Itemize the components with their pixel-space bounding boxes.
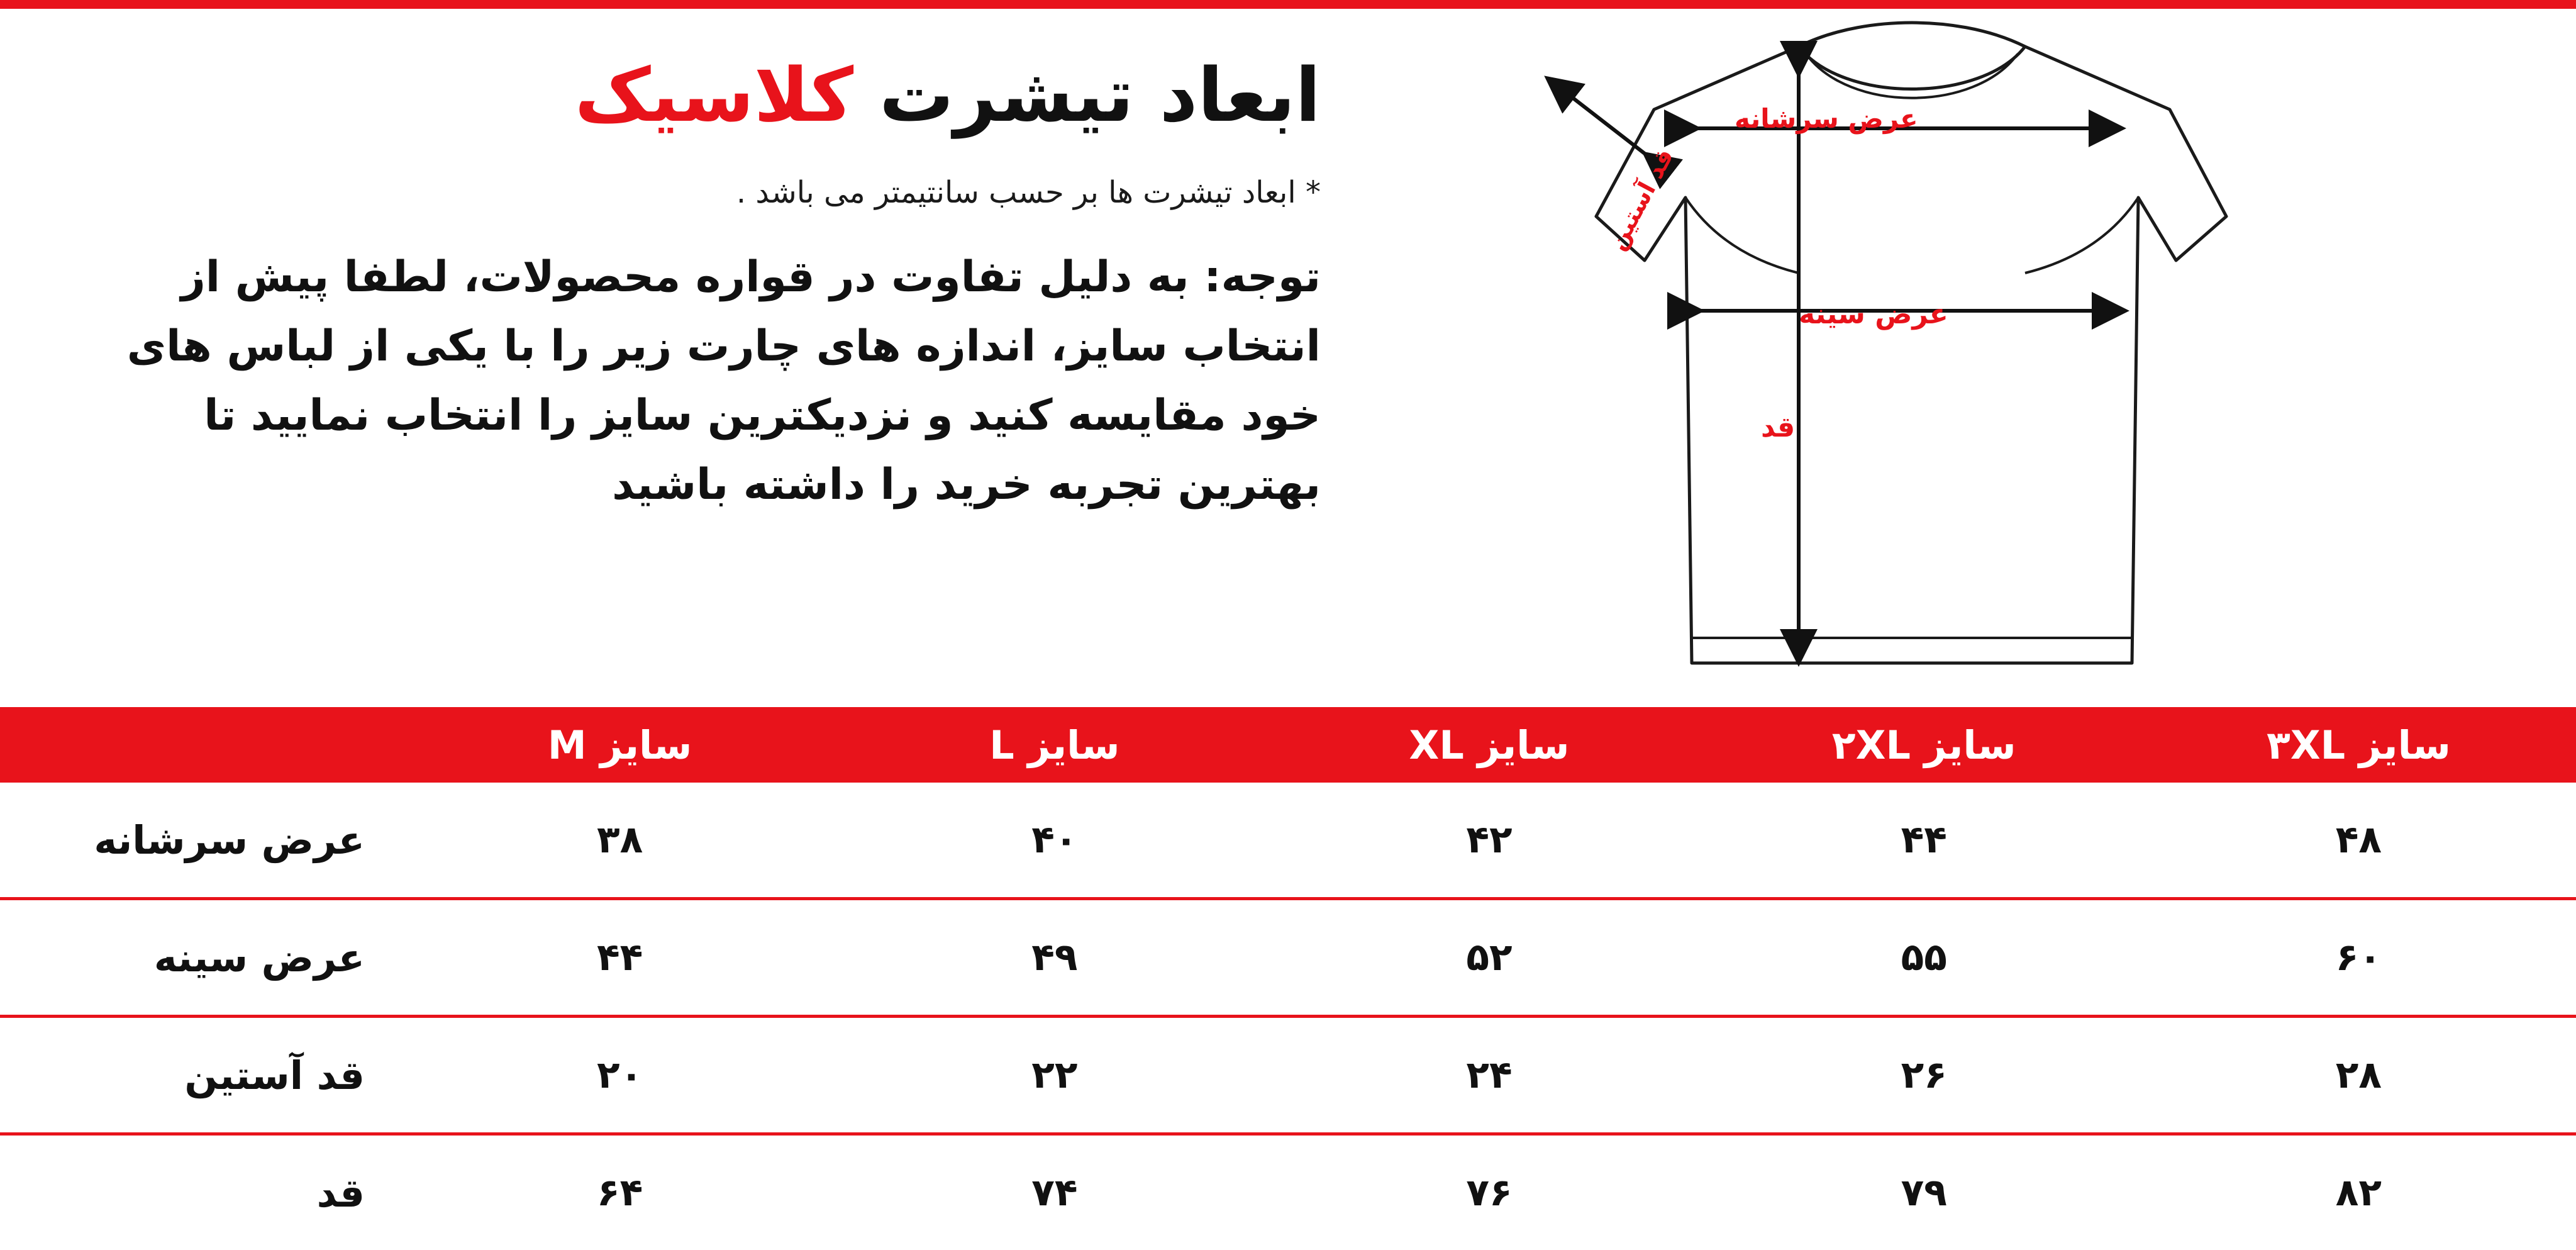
col-l: سایز L <box>837 707 1272 783</box>
cell-sleeve-m: ۲۰ <box>402 1017 837 1134</box>
page-title <box>38 53 1321 138</box>
cell-length-3xl: ۸۲ <box>2141 1134 2576 1250</box>
units-note: * ابعاد تیشرت ها بر حسب سانتیمتر می باشد . <box>38 175 1321 210</box>
cell-sleeve-3xl: ۲۸ <box>2141 1017 2576 1134</box>
rowhead-sleeve: قد آستین <box>0 1017 402 1134</box>
sizing-warning: توجه: به دلیل تفاوت در قواره محصولات، لطفا پیش از انتخاب سایز، اندازه های چارت زیر را با یکی از لباس های خود مقایسه کنید و نزدیکترین سایز را انتخاب نمایید تا بهترین تجربه خرید را داشته باشید <box>38 243 1321 520</box>
cell-shoulder-l: ۴۰ <box>837 783 1272 899</box>
size-table-body <box>0 783 2576 1250</box>
cell-sleeve-xl: ۲۴ <box>1272 1017 1706 1134</box>
cell-chest-m: ۴۴ <box>402 899 837 1017</box>
cell-chest-xl: ۵۲ <box>1272 899 1706 1017</box>
sleeve-label: قد آستین <box>1602 144 1679 255</box>
table-header-row <box>0 707 2576 783</box>
col-3xl: سایز ۳XL <box>2141 707 2576 783</box>
table-row <box>0 899 2576 1017</box>
cell-shoulder-3xl: ۴۸ <box>2141 783 2576 899</box>
rowhead-length: قد <box>0 1134 402 1250</box>
header-text-block <box>0 9 1358 520</box>
shoulder-label: عرض سرشانه <box>1735 103 1918 134</box>
tshirt-illustration <box>1358 9 2576 707</box>
cell-shoulder-m: ۳۸ <box>402 783 837 899</box>
table-row <box>0 783 2576 899</box>
size-table <box>0 707 2576 1250</box>
cell-chest-2xl: ۵۵ <box>1707 899 2141 1017</box>
cell-chest-l: ۴۹ <box>837 899 1272 1017</box>
page-title-main: ابعاد تیشرت <box>853 52 1321 138</box>
size-table-wrap <box>0 707 2576 1250</box>
cell-length-m: ۶۴ <box>402 1134 837 1250</box>
cell-sleeve-2xl: ۲۶ <box>1707 1017 2141 1134</box>
col-xl: سایز XL <box>1272 707 1706 783</box>
col-m: سایز M <box>402 707 837 783</box>
cell-length-l: ۷۴ <box>837 1134 1272 1250</box>
col-rowhead <box>0 707 402 783</box>
rowhead-chest: عرض سینه <box>0 899 402 1017</box>
table-row <box>0 1017 2576 1134</box>
cell-chest-3xl: ۶۰ <box>2141 899 2576 1017</box>
cell-length-2xl: ۷۹ <box>1707 1134 2141 1250</box>
col-2xl: سایز ۲XL <box>1707 707 2141 783</box>
sleeve-arrow <box>1547 78 1645 153</box>
table-row <box>0 1134 2576 1250</box>
cell-shoulder-xl: ۴۲ <box>1272 783 1706 899</box>
rowhead-shoulder: عرض سرشانه <box>0 783 402 899</box>
tshirt-diagram <box>1358 9 2576 707</box>
cell-length-xl: ۷۶ <box>1272 1134 1706 1250</box>
length-label: قد <box>1761 411 1795 444</box>
page-title-accent: کلاسیک <box>575 52 853 138</box>
chest-label: عرض سینه <box>1799 298 1948 330</box>
top-section <box>0 9 2576 707</box>
size-table-head <box>0 707 2576 783</box>
cell-shoulder-2xl: ۴۴ <box>1707 783 2141 899</box>
cell-sleeve-l: ۲۲ <box>837 1017 1272 1134</box>
